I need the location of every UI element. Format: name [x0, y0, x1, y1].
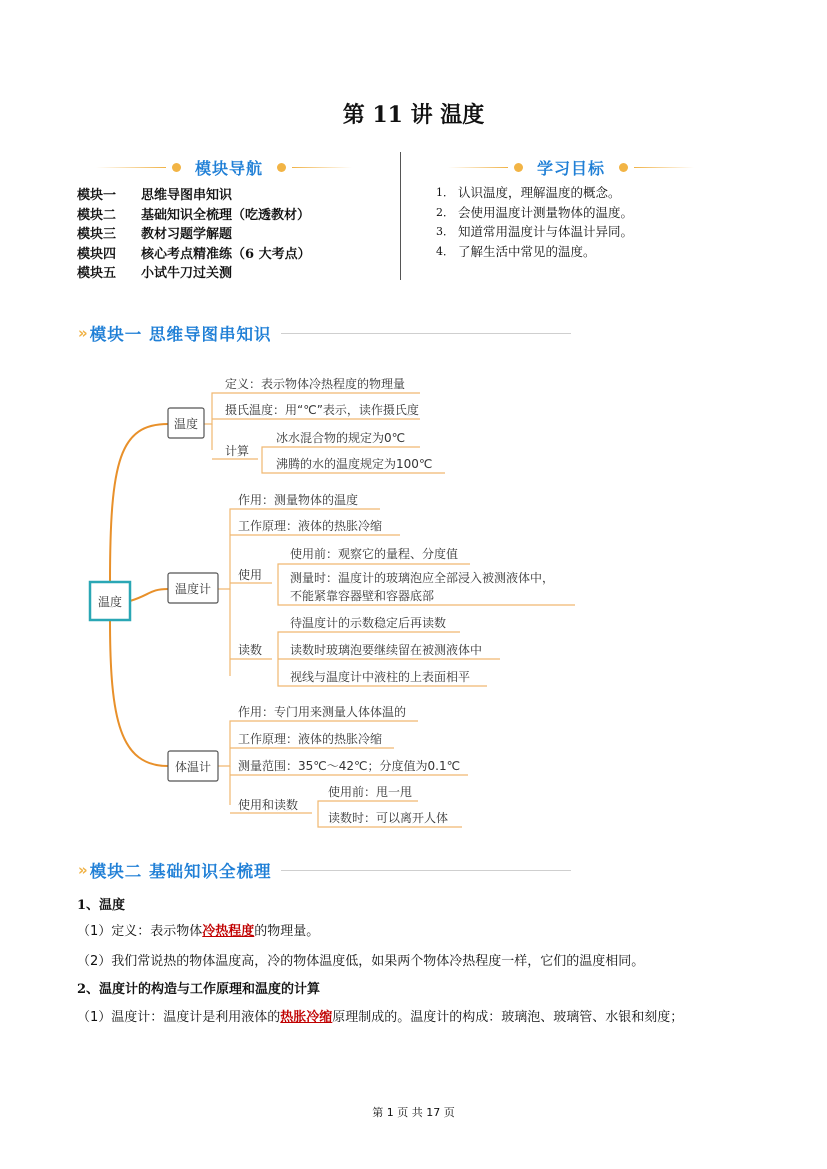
double-chevron-icon: » [78, 324, 84, 342]
leaf-label: 沸腾的水的温度规定为100℃ [276, 457, 433, 471]
leaf-label: 测量时：温度计的玻璃泡应全部浸入被测液体中， [290, 571, 555, 585]
goal-item: 1． 认识温度，理解温度的概念。 [436, 185, 621, 200]
leaf-label: 视线与温度计中液柱的上表面相平 [290, 670, 471, 684]
section-2-header: » 模块二 基础知识全梳理 [78, 859, 571, 881]
leaf-label: 作用：专门用来测量人体体温的 [238, 705, 407, 719]
highlight-term: 冷热程度 [202, 924, 255, 939]
paragraph-explanation: （2）我们常说热的物体温度高，冷的物体温度低，如果两个物体冷热程度一样，它们的温度相同。 [77, 954, 645, 969]
goal-item: 4． 了解生活中常见的温度。 [436, 243, 596, 259]
leaf-label: 工作原理：液体的热胀冷缩 [238, 519, 383, 533]
leaf-label: 读数时：可以离开人体 [328, 811, 449, 825]
leaf-label: 使用 [238, 568, 263, 582]
heading-2: 2、温度计的构造与工作原理和温度的计算 [77, 982, 321, 997]
leaf-label: 计算 [225, 444, 250, 458]
branch-label: 体温计 [174, 760, 212, 774]
leaf-label: 使用前：观察它的量程、分度值 [290, 547, 459, 561]
nav-header-label: 模块导航 [195, 158, 264, 178]
double-chevron-icon: » [78, 861, 84, 879]
paragraph-definition: （1）定义：表示物体冷热程度的物理量。 [77, 924, 320, 939]
leaf-label: 待温度计的示数稳定后再读数 [290, 616, 447, 630]
leaf-label: 不能紧靠容器壁和容器底部 [290, 589, 435, 603]
leaf-label: 冰水混合物的规定为0℃ [276, 431, 406, 445]
leaf-label: 读数时玻璃泡要继续留在被测液体中 [290, 643, 483, 657]
page-footer: 第 1 页 共 17 页 [372, 1106, 455, 1119]
page-title: 第 11 讲 温度 [342, 102, 485, 128]
leaf-label: 读数 [238, 643, 263, 657]
branch-label: 温度 [173, 417, 199, 431]
paragraph-thermometer: （1）温度计：温度计是利用液体的热胀冷缩原理制成的。温度计的构成：玻璃泡、玻璃管、水银和刻度； [77, 1010, 684, 1025]
heading-1: 1、温度 [77, 898, 126, 913]
leaf-label: 摄氏温度：用“℃”表示，读作摄氏度 [225, 403, 419, 417]
branch-label: 温度计 [174, 582, 212, 596]
goal-item: 3． 知道常用温度计与体温计异同。 [436, 224, 634, 239]
nav-item[interactable]: 模块四 核心考点精准练（6 大考点） [77, 246, 311, 262]
goal-item: 2． 会使用温度计测量物体的温度。 [436, 204, 634, 220]
root-label: 温度 [97, 595, 123, 609]
highlight-term: 热胀冷缩 [280, 1010, 333, 1025]
nav-item[interactable]: 模块三 教材习题学解题 [77, 227, 233, 242]
goals-header-label: 学习目标 [537, 158, 606, 178]
leaf-label: 定义：表示物体冷热程度的物理量 [225, 377, 406, 391]
nav-item[interactable]: 模块一 思维导图串知识 [77, 188, 233, 203]
leaf-label: 测量范围：35℃～42℃；分度值为0.1℃ [238, 759, 461, 773]
leaf-label: 作用：测量物体的温度 [238, 493, 359, 507]
nav-item[interactable]: 模块二 基础知识全梳理（吃透教材） [77, 207, 311, 223]
leaf-label: 使用前：甩一甩 [328, 785, 413, 799]
leaf-label: 工作原理：液体的热胀冷缩 [238, 732, 383, 746]
section-1-header: » 模块一 思维导图串知识 [78, 322, 571, 344]
leaf-label: 使用和读数 [238, 798, 299, 812]
nav-item[interactable]: 模块五 小试牛刀过关测 [77, 266, 233, 281]
